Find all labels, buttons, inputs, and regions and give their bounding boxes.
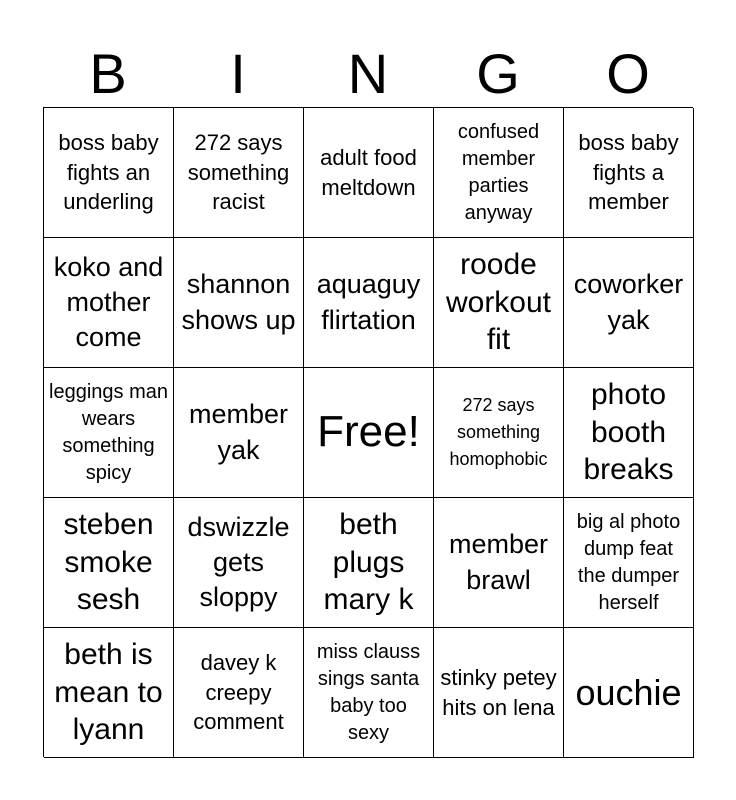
header-letter-g: G: [476, 42, 520, 105]
bingo-cell-r1-c2[interactable]: 272 says something racist: [174, 108, 304, 238]
bingo-cell-r3-c1[interactable]: leggings man wears something spicy: [44, 368, 174, 498]
header-letter-b: B: [89, 42, 127, 105]
bingo-cell-r2-c1[interactable]: koko and mother come: [44, 238, 174, 368]
bingo-cell-r4-c4[interactable]: member brawl: [434, 498, 564, 628]
bingo-board: [43, 107, 693, 757]
bingo-cell-r4-c3[interactable]: beth plugs mary k: [304, 498, 434, 628]
bingo-cell-r1-c3[interactable]: adult food meltdown: [304, 108, 434, 238]
bingo-cell-r2-c2[interactable]: shannon shows up: [174, 238, 304, 368]
bingo-cell-r4-c1[interactable]: steben smoke sesh: [44, 498, 174, 628]
bingo-cell-r4-c2[interactable]: dswizzle gets sloppy: [174, 498, 304, 628]
bingo-cell-r1-c5[interactable]: boss baby fights a member: [564, 108, 694, 238]
bingo-cell-r5-c2[interactable]: davey k creepy comment: [174, 628, 304, 758]
bingo-cell-r3-c5[interactable]: photo booth breaks: [564, 368, 694, 498]
header-letter-n: N: [347, 42, 389, 105]
header-letter-o: O: [606, 42, 650, 105]
bingo-cell-r1-c1[interactable]: boss baby fights an underling: [44, 108, 174, 238]
bingo-cell-r1-c4[interactable]: confused member parties anyway: [434, 108, 564, 238]
bingo-cell-r2-c4[interactable]: roode workout fit: [434, 238, 564, 368]
bingo-cell-r5-c1[interactable]: beth is mean to lyann: [44, 628, 174, 758]
bingo-cell-r5-c5[interactable]: ouchie: [564, 628, 694, 758]
bingo-cell-free[interactable]: Free!: [304, 368, 434, 498]
bingo-cell-r4-c5[interactable]: big al photo dump feat the dumper herself: [564, 498, 694, 628]
bingo-cell-r5-c4[interactable]: stinky petey hits on lena: [434, 628, 564, 758]
bingo-cell-r5-c3[interactable]: miss clauss sings santa baby too sexy: [304, 628, 434, 758]
bingo-cell-r3-c4[interactable]: 272 says something homophobic: [434, 368, 564, 498]
bingo-header: [43, 40, 693, 108]
bingo-cell-r2-c3[interactable]: aquaguy flirtation: [304, 238, 434, 368]
bingo-cell-r3-c2[interactable]: member yak: [174, 368, 304, 498]
bingo-cell-r2-c5[interactable]: coworker yak: [564, 238, 694, 368]
header-letter-i: I: [230, 42, 246, 105]
